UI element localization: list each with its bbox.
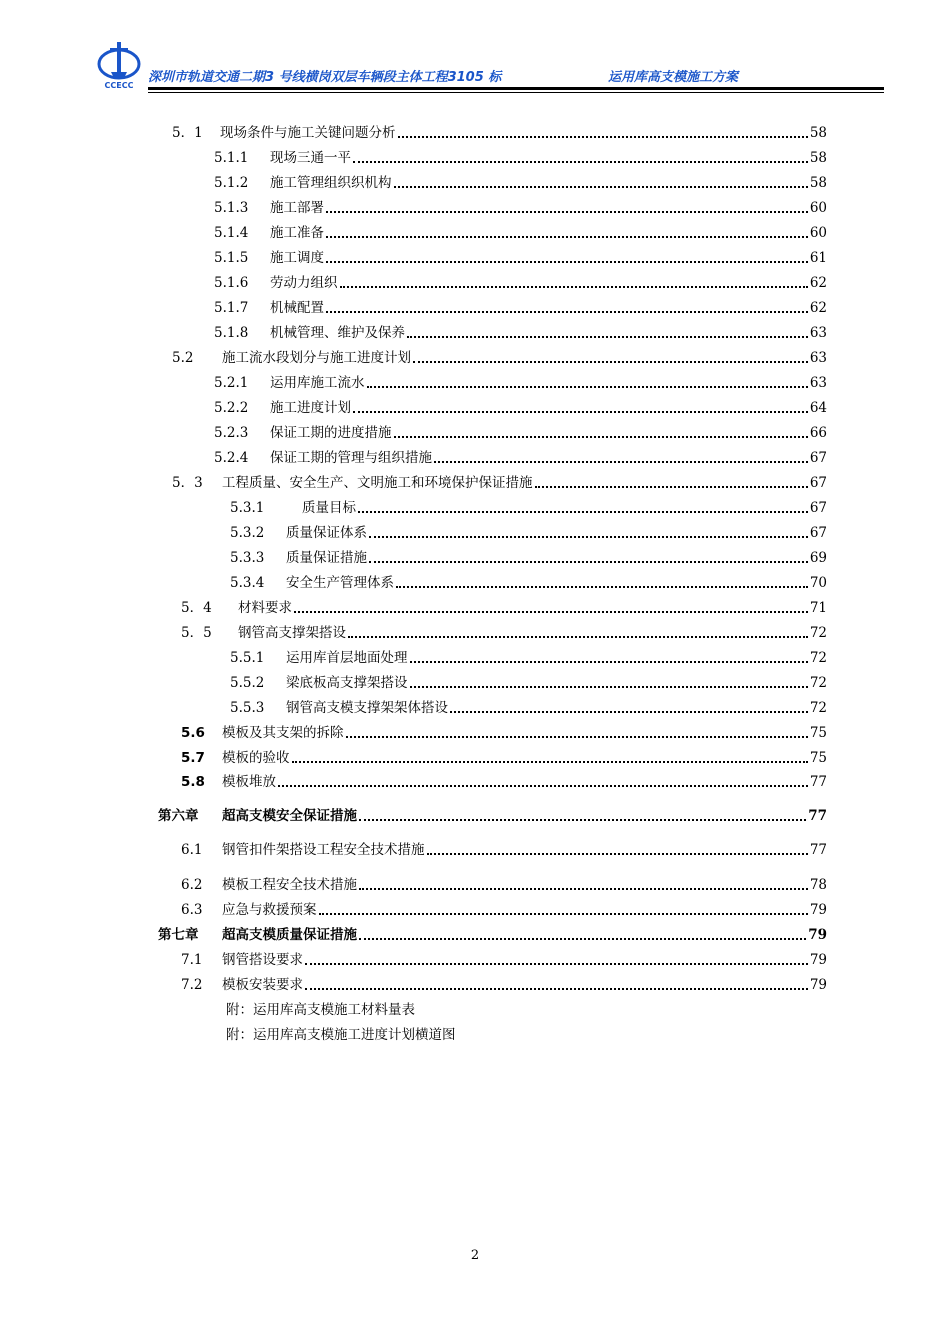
toc-number: 5.2.1 [214, 375, 249, 391]
toc-leader [348, 626, 808, 638]
toc-title: 施工部署 [270, 200, 324, 216]
toc-leader [292, 751, 808, 763]
toc-number: 5.1.7 [214, 300, 249, 316]
toc-title: 施工管理组织织机构 [270, 175, 392, 191]
toc-number: 6.1 [181, 842, 203, 858]
page-header [78, 36, 884, 94]
toc-entry-5-3[interactable] [172, 472, 827, 494]
toc-leader [398, 126, 808, 138]
toc-title: 应急与救援预案 [222, 902, 317, 918]
toc-number: 5.2.4 [214, 450, 249, 466]
toc-number: 第六章 [158, 808, 199, 824]
toc-entry-7-1[interactable] [181, 949, 827, 971]
toc-leader [294, 601, 808, 613]
toc-leader [394, 426, 808, 438]
toc-page: 75 [809, 750, 827, 766]
toc-entry-5-2-1[interactable] [214, 372, 827, 394]
toc-entry-5-1[interactable] [172, 122, 827, 144]
toc-leader [326, 301, 808, 313]
toc-title: 模板堆放 [222, 774, 276, 790]
toc-entry-5-5[interactable] [181, 622, 827, 644]
toc-leader [396, 576, 808, 588]
toc-title: 超高支模安全保证措施 [222, 808, 357, 824]
toc-entry-5-6[interactable] [181, 722, 827, 744]
toc-page: 79 [808, 927, 827, 943]
toc-page: 79 [809, 977, 827, 993]
toc-entry-5-1-2[interactable] [214, 172, 827, 194]
toc-number: 5.1.2 [214, 175, 249, 191]
toc-entry-5-7[interactable] [181, 747, 827, 769]
toc-number: 6.2 [181, 877, 203, 893]
toc-leader [369, 551, 808, 563]
toc-leader [353, 151, 808, 163]
toc-page: 58 [809, 175, 827, 191]
toc-page: 72 [809, 650, 827, 666]
toc-leader [278, 775, 808, 787]
toc-number: 5.2.2 [214, 400, 249, 416]
toc-entry-5-1-1[interactable] [214, 147, 827, 169]
toc-title: 机械管理、维护及保养 [270, 325, 405, 341]
toc-title: 模板及其支架的拆除 [222, 725, 344, 741]
toc-page: 58 [809, 125, 827, 141]
toc-leader [340, 276, 808, 288]
toc-title: 运用库首层地面处理 [286, 650, 408, 666]
toc-page: 64 [809, 400, 827, 416]
toc-number: 5.1.5 [214, 250, 249, 266]
header-document-title: 运用库高支模施工方案 [608, 70, 739, 85]
toc-number: 6.3 [181, 902, 203, 918]
toc-page: 66 [809, 425, 827, 441]
toc-page: 60 [809, 200, 827, 216]
header-rule-thin [148, 92, 884, 93]
toc-entry-5-1-7[interactable] [214, 297, 827, 319]
toc-entry-5-1-5[interactable] [214, 247, 827, 269]
toc-number: 5.2 [172, 350, 194, 366]
toc-number: 5.1.1 [214, 150, 249, 166]
toc-entry-5-4[interactable] [181, 597, 827, 619]
toc-page: 67 [809, 525, 827, 541]
toc-number: 5．5 [181, 625, 212, 641]
toc-page: 63 [809, 375, 827, 391]
toc-title: 施工进度计划 [270, 400, 351, 416]
toc-number: 7.2 [181, 977, 203, 993]
toc-title: 运用库施工流水 [270, 375, 365, 391]
toc-page: 71 [809, 600, 827, 616]
toc-entry-5-5-2[interactable] [230, 672, 827, 694]
toc-entry-chapter-6[interactable] [158, 805, 827, 827]
toc-leader [359, 928, 806, 940]
toc-page: 61 [809, 250, 827, 266]
toc-entry-5-3-4[interactable] [230, 572, 827, 594]
toc-leader [450, 701, 808, 713]
toc-number: 5.7 [181, 750, 205, 766]
toc-number: 5．1 [172, 125, 203, 141]
toc-leader [359, 878, 808, 890]
toc-title: 保证工期的进度措施 [270, 425, 392, 441]
toc-entry-5-2-2[interactable] [214, 397, 827, 419]
header-rule-thick [148, 87, 884, 90]
toc-leader [305, 978, 808, 990]
toc-number: 5.2.3 [214, 425, 249, 441]
toc-entry-5-1-4[interactable] [214, 222, 827, 244]
toc-entry-5-1-6[interactable] [214, 272, 827, 294]
toc-leader [413, 351, 808, 363]
toc-entry-6-3[interactable] [181, 899, 827, 921]
toc-page: 77 [809, 842, 827, 858]
toc-number: 5．3 [172, 475, 203, 491]
toc-number: 5.1.8 [214, 325, 249, 341]
toc-leader [407, 326, 808, 338]
toc-number: 5.3.3 [230, 550, 265, 566]
toc-title: 质量保证措施 [286, 550, 367, 566]
toc-number: 5.1.4 [214, 225, 249, 241]
toc-page: 69 [809, 550, 827, 566]
toc-entry-5-2[interactable] [172, 347, 827, 369]
toc-entry-5-1-3[interactable] [214, 197, 827, 219]
toc-leader [410, 676, 808, 688]
appendix-schedule-chart: 附：运用库高支模施工进度计划横道图 [226, 1027, 456, 1043]
toc-title: 现场条件与施工关键问题分析 [220, 125, 396, 141]
toc-leader [394, 176, 808, 188]
toc-entry-5-3-2[interactable] [230, 522, 827, 544]
toc-number: 5.8 [181, 774, 205, 790]
toc-leader [427, 843, 808, 855]
toc-title: 施工准备 [270, 225, 324, 241]
toc-title: 现场三通一平 [270, 150, 351, 166]
toc-leader [359, 809, 806, 821]
toc-number: 5.1.6 [214, 275, 249, 291]
toc-title: 钢管扣件架搭设工程安全技术措施 [222, 842, 425, 858]
toc-title: 钢管高支撑架搭设 [238, 625, 346, 641]
toc-title: 施工调度 [270, 250, 324, 266]
toc-title: 钢管搭设要求 [222, 952, 303, 968]
toc-page: 72 [809, 700, 827, 716]
toc-leader [434, 451, 808, 463]
toc-leader [410, 651, 808, 663]
toc-leader [369, 526, 808, 538]
toc-title: 材料要求 [238, 600, 292, 616]
toc-title: 施工流水段划分与施工进度计划 [222, 350, 411, 366]
logo-text: CCECC [104, 81, 134, 90]
toc-number: 5.3.4 [230, 575, 265, 591]
toc-leader [353, 401, 808, 413]
toc-entry-6-2[interactable] [181, 874, 827, 896]
header-project-title: 深圳市轨道交通二期3 号线横岗双层车辆段主体工程3105 标 [148, 70, 502, 85]
toc-page: 67 [809, 450, 827, 466]
toc-page: 67 [809, 500, 827, 516]
toc-leader [305, 953, 808, 965]
toc-page: 60 [809, 225, 827, 241]
toc-entry-5-3-3[interactable] [230, 547, 827, 569]
toc-entry-6-1[interactable] [181, 839, 827, 861]
toc-title: 安全生产管理体系 [286, 575, 394, 591]
toc-page: 70 [809, 575, 827, 591]
toc-number: 第七章 [158, 927, 199, 943]
toc-number: 5.3.2 [230, 525, 265, 541]
toc-entry-5-2-4[interactable] [214, 447, 827, 469]
toc-title: 机械配置 [270, 300, 324, 316]
toc-leader [326, 251, 808, 263]
toc-page: 63 [809, 325, 827, 341]
toc-leader [535, 476, 808, 488]
toc-entry-5-3-1[interactable] [230, 497, 827, 519]
toc-title: 质量目标 [302, 500, 356, 516]
toc-title: 质量保证体系 [286, 525, 367, 541]
toc-title: 模板工程安全技术措施 [222, 877, 357, 893]
toc-page: 77 [808, 808, 827, 824]
toc-leader [319, 903, 808, 915]
toc-entry-5-8[interactable] [181, 771, 827, 793]
toc-entry-7-2[interactable] [181, 974, 827, 996]
toc-title: 保证工期的管理与组织措施 [270, 450, 432, 466]
toc-leader [326, 226, 808, 238]
toc-leader [367, 376, 808, 388]
toc-entry-5-1-8[interactable] [214, 322, 827, 344]
toc-page: 78 [809, 877, 827, 893]
toc-title: 钢管高支模支撑架架体搭设 [286, 700, 448, 716]
toc-page: 67 [809, 475, 827, 491]
page-number: 2 [470, 1248, 480, 1263]
toc-page: 79 [809, 902, 827, 918]
toc-page: 62 [809, 300, 827, 316]
toc-title: 模板安装要求 [222, 977, 303, 993]
toc-page: 75 [809, 725, 827, 741]
toc-page: 79 [809, 952, 827, 968]
toc-entry-chapter-7[interactable] [158, 924, 827, 946]
toc-number: 5.5.3 [230, 700, 265, 716]
toc-title: 模板的验收 [222, 750, 290, 766]
toc-title: 劳动力组织 [270, 275, 338, 291]
toc-number: 5.3.1 [230, 500, 265, 516]
toc-title: 梁底板高支撑架搭设 [286, 675, 408, 691]
crec-logo-icon [92, 38, 146, 92]
toc-page: 63 [809, 350, 827, 366]
toc-leader [326, 201, 808, 213]
toc-page: 77 [809, 774, 827, 790]
toc-entry-5-5-3[interactable] [230, 697, 827, 719]
toc-number: 5.6 [181, 725, 205, 741]
toc-leader [346, 726, 808, 738]
toc-leader [358, 501, 808, 513]
toc-page: 72 [809, 675, 827, 691]
toc-number: 5．4 [181, 600, 212, 616]
toc-page: 72 [809, 625, 827, 641]
appendix-material-table: 附：运用库高支模施工材料量表 [226, 1002, 415, 1018]
toc-number: 5.1.3 [214, 200, 249, 216]
toc-title: 工程质量、安全生产、文明施工和环境保护保证措施 [222, 475, 533, 491]
toc-number: 5.5.2 [230, 675, 265, 691]
toc-entry-5-2-3[interactable] [214, 422, 827, 444]
toc-title: 超高支模质量保证措施 [222, 927, 357, 943]
toc-number: 5.5.1 [230, 650, 265, 666]
toc-page: 58 [809, 150, 827, 166]
toc-page: 62 [809, 275, 827, 291]
toc-entry-5-5-1[interactable] [230, 647, 827, 669]
toc-number: 7.1 [181, 952, 203, 968]
